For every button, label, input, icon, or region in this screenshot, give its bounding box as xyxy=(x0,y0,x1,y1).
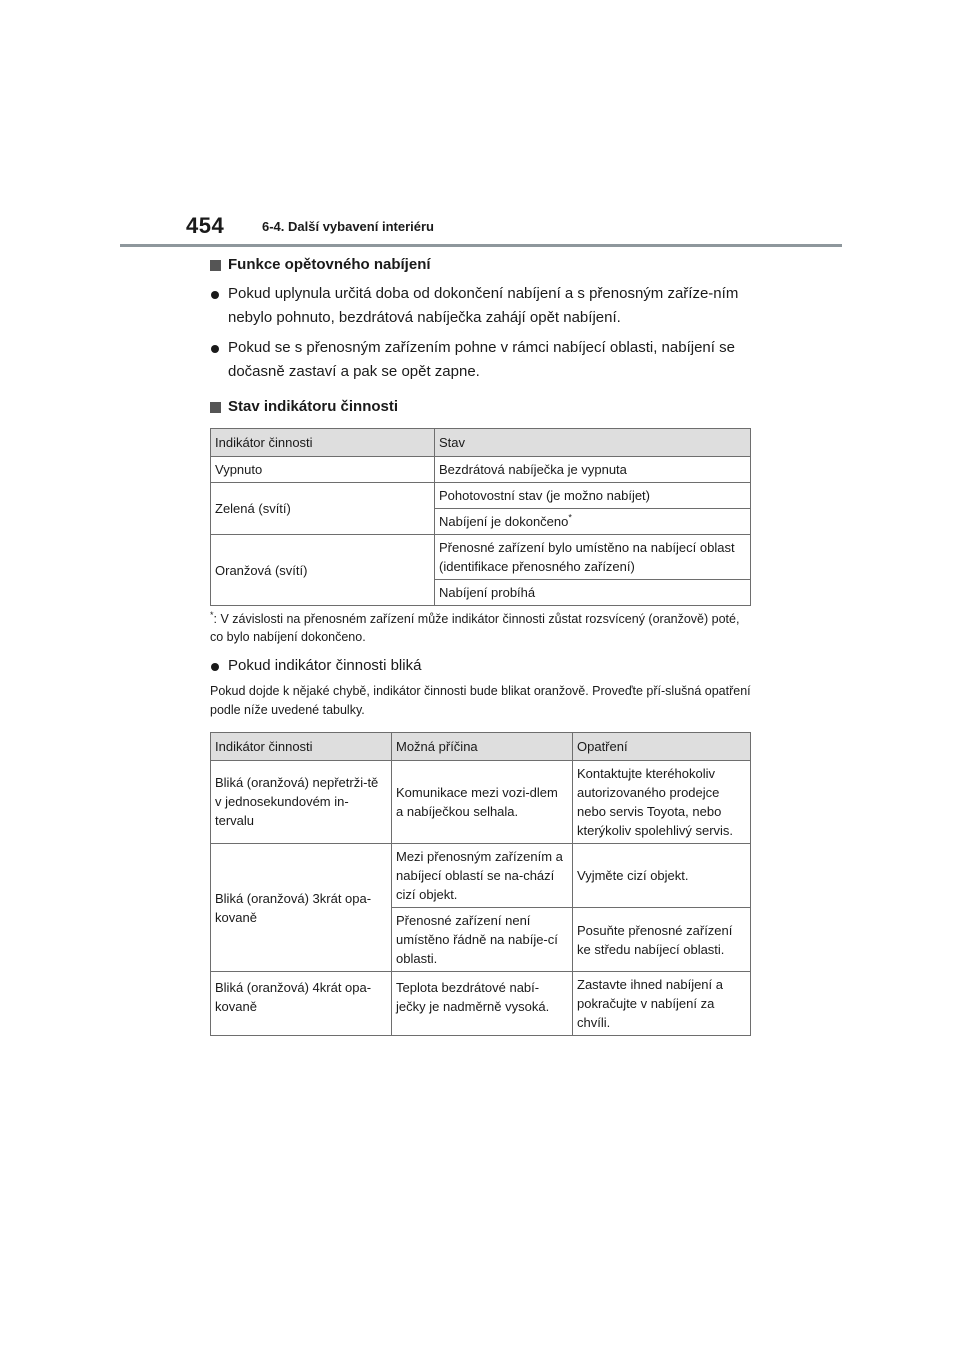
indicator-heading xyxy=(210,396,755,418)
table-row xyxy=(211,457,751,483)
column-header: Indikátor činnosti xyxy=(211,733,392,761)
round-bullet-icon xyxy=(211,291,219,299)
table-cell: Oranžová (svítí) xyxy=(211,535,435,606)
table-cell xyxy=(435,509,751,535)
recharge-bullet-text: Pokud se s přenosným zařízením pohne v rámci nabíjecí oblasti, nabíjení se dočasně zastaví a pak se opět zapne. xyxy=(228,339,735,380)
table-cell: Bliká (oranžová) 3krát opa-kovaně xyxy=(211,844,392,972)
round-bullet-icon xyxy=(211,345,219,353)
table-cell: Mezi přenosným zařízením a nabíjecí oblastí se na-chází cizí objekt. xyxy=(392,844,573,908)
table-cell: Zelená (svítí) xyxy=(211,483,435,535)
footnote-marker: * xyxy=(210,609,214,620)
table-cell: Posuňte přenosné zařízení ke středu nabíjecí oblasti. xyxy=(573,908,751,972)
column-header: Možná příčina xyxy=(392,733,573,761)
table-cell: Přenosné zařízení není umístěno řádně na nabíje-cí oblasti. xyxy=(392,908,573,972)
square-bullet-icon xyxy=(210,402,221,413)
table-header-row xyxy=(211,429,751,457)
recharge-bullet-text: Pokud uplynula určitá doba od dokončení nabíjení a s přenosným zaříze-ním nebylo pohnuto, bezdrátová nabíječka zahájí opět nabíjení. xyxy=(228,285,739,326)
table-cell: Zastavte ihned nabíjení a pokračujte v nabíjení za chvíli. xyxy=(573,972,751,1036)
recharge-bullet xyxy=(210,336,755,384)
table-cell: Bliká (oranžová) 4krát opa-kovaně xyxy=(211,972,392,1036)
section-title: 6-4. Další vybavení interiéru xyxy=(262,219,434,234)
page-number: 454 xyxy=(186,213,225,238)
column-header: Indikátor činnosti xyxy=(211,429,435,457)
table-cell: Kontaktujte kteréhokoliv autorizovaného prodejce nebo servis Toyota, nebo kterýkoliv spolehlivý servis. xyxy=(573,761,751,844)
table-cell: Pohotovostní stav (je možno nabíjet) xyxy=(435,483,751,509)
table-cell: Bezdrátová nabíječka je vypnuta xyxy=(435,457,751,483)
table-cell: Komunikace mezi vozi-dlem a nabíječkou selhala. xyxy=(392,761,573,844)
indicator-status-table xyxy=(210,428,751,606)
square-bullet-icon xyxy=(210,260,221,271)
table-row xyxy=(211,972,751,1036)
recharge-bullet xyxy=(210,282,755,330)
cell-text: Nabíjení je dokončeno xyxy=(439,514,569,529)
page-content xyxy=(210,254,755,1036)
blink-bullet-text: Pokud indikátor činnosti bliká xyxy=(228,657,422,674)
table-row xyxy=(211,483,751,509)
table-cell: Bliká (oranžová) nepřetrži-tě v jednosekundovém in-tervalu xyxy=(211,761,392,844)
table-cell: Nabíjení probíhá xyxy=(435,580,751,606)
table-header-row xyxy=(211,733,751,761)
round-bullet-icon xyxy=(211,663,219,671)
table-cell: Přenosné zařízení bylo umístěno na nabíjecí oblast (identifikace přenosného zařízení) xyxy=(435,535,751,580)
footnote xyxy=(210,610,755,646)
table-row xyxy=(211,761,751,844)
footnote-text: : V závislosti na přenosném zařízení může indikátor činnosti zůstat rozsvícený (oranžově) poté, co bylo nabíjení dokončeno. xyxy=(210,612,740,644)
table-row xyxy=(211,844,751,908)
table-row xyxy=(211,535,751,580)
table-cell: Vyjměte cizí objekt. xyxy=(573,844,751,908)
column-header: Opatření xyxy=(573,733,751,761)
blink-troubleshooting-table xyxy=(210,732,751,1036)
blink-description: Pokud dojde k nějaké chybě, indikátor činnosti bude blikat oranžově. Proveďte pří-slušná opatření podle níže uvedené tabulky. xyxy=(210,684,751,717)
blink-bullet xyxy=(210,654,755,678)
table-cell: Vypnuto xyxy=(211,457,435,483)
recharge-heading-text: Funkce opětovného nabíjení xyxy=(228,256,431,273)
indicator-heading-text: Stav indikátoru činnosti xyxy=(228,398,399,415)
footnote-marker: * xyxy=(568,512,572,523)
recharge-heading xyxy=(210,254,755,276)
header-divider xyxy=(120,244,842,247)
column-header: Stav xyxy=(435,429,751,457)
table-cell: Teplota bezdrátové nabí-ječky je nadměrně vysoká. xyxy=(392,972,573,1036)
